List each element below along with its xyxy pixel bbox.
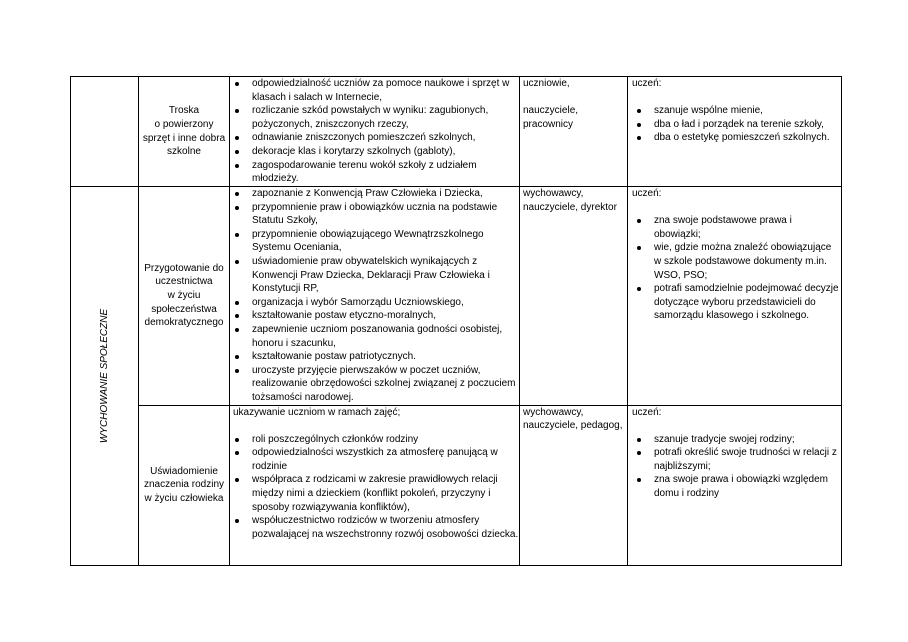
area-label: WYCHOWANIE SPOŁECZNE: [98, 308, 110, 443]
responsible-line: nauczyciele, dyrektor: [523, 201, 617, 213]
list-item: uroczyste przyjęcie pierwszaków w poczet uczniów, realizowanie obrzędowości szkolnej związanej z poczuciem tożsamości narodowej.: [230, 364, 519, 405]
responsible-line: nauczyciele,: [523, 105, 579, 117]
list-item: potrafi samodzielnie podejmować decyzje dotyczące wyboru przedstawicieli do samorządu klasowego i szkolnego.: [632, 282, 841, 323]
area-cell: [71, 77, 139, 187]
list-item: kształtowanie postaw etyczno-moralnych,: [230, 309, 519, 323]
goal-line: uczestnictwa: [155, 276, 213, 288]
responsible-line: wychowawcy,: [523, 406, 584, 418]
spacer: [632, 91, 841, 105]
tasks-list: [230, 77, 519, 186]
table-row: [71, 405, 842, 565]
goal-cell: [139, 77, 230, 187]
goal-line: szkolne: [167, 146, 201, 158]
goal-cell: [139, 187, 230, 406]
spacer: [632, 419, 841, 433]
list-item: przypomnienie praw i obowiązków ucznia na podstawie Statutu Szkoły,: [230, 201, 519, 228]
responsible-line: wychowawcy,: [523, 188, 584, 199]
goal-line: Troska: [168, 105, 200, 117]
effects-intro: uczeń:: [632, 406, 662, 418]
goal-line: w życiu człowieka: [144, 492, 224, 504]
list-item: szanuje wspólne mienie,: [632, 104, 841, 118]
table-row: [71, 77, 842, 187]
list-item: wie, gdzie można znaleźć obowiązujące w szkole podstawowe dokumenty m.in. WSO, PSO;: [632, 241, 841, 282]
effects-cell: [628, 77, 842, 187]
list-item: kształtowanie postaw patriotycznych.: [230, 350, 519, 364]
list-item: dba o ład i porządek na terenie szkoły,: [632, 118, 841, 132]
list-item: zapewnienie uczniom poszanowania godności osobistej, honoru i szacunku,: [230, 323, 519, 350]
list-item: odpowiedzialności wszystkich za atmosferę panującą w rodzinie: [230, 446, 519, 473]
responsible-cell: [520, 77, 628, 187]
goal-line: sprzęt i inne dobra: [142, 132, 226, 144]
tasks-intro: ukazywanie uczniom w ramach zajęć;: [233, 406, 401, 418]
list-item: odnawianie zniszczonych pomieszczeń szkolnych,: [230, 131, 519, 145]
effects-list: [632, 214, 841, 323]
effects-list: [632, 104, 841, 145]
tasks-list: [230, 187, 519, 405]
list-item: szanuje tradycje swojej rodziny;: [632, 433, 841, 447]
responsible-line: uczniowie,: [523, 78, 570, 89]
goal-line: Uświadomienie: [150, 465, 218, 477]
tasks-cell: [230, 77, 520, 187]
spacer: [230, 419, 519, 433]
responsible-line: pracownicy: [523, 118, 574, 130]
list-item: dekoracje klas i korytarzy szkolnych (gabloty),: [230, 145, 519, 159]
responsible-line: nauczyciele, pedagog,: [523, 420, 623, 432]
list-item: zagospodarowanie terenu wokół szkoły z udziałem młodzieży.: [230, 159, 519, 186]
effects-intro: uczeń:: [632, 78, 662, 89]
list-item: rozliczanie szkód powstałych w wyniku: zagubionych, pożyczonych, zniszczonych rzeczy,: [230, 104, 519, 131]
effects-cell: [628, 405, 842, 565]
list-item: przypomnienie obowiązującego Wewnątrzszkolnego Systemu Oceniania,: [230, 228, 519, 255]
tasks-cell: [230, 405, 520, 565]
tasks-cell: [230, 187, 520, 406]
goal-line: o powierzony: [154, 118, 214, 130]
goal-line: społeczeństwa: [151, 303, 217, 315]
list-item: roli poszczególnych członków rodziny: [230, 433, 519, 447]
goal-line: demokratycznego: [144, 317, 224, 329]
list-item: zna swoje prawa i obowiązki względem domu i rodziny: [632, 473, 841, 500]
spacer: [632, 201, 841, 215]
list-item: potrafi określić swoje trudności w relacji z najbliższymi;: [632, 446, 841, 473]
spacer: [523, 91, 627, 105]
goal-line: Przygotowanie do: [144, 262, 224, 274]
list-item: współuczestnictwo rodziców w tworzeniu atmosfery pozwalającej na wszechstronny rozwój osobowości dziecka.: [230, 514, 519, 541]
responsible-cell: [520, 405, 628, 565]
table-row: [71, 187, 842, 406]
education-plan-table: [70, 76, 842, 566]
list-item: zna swoje podstawowe prawa i obowiązki;: [632, 214, 841, 241]
list-item: organizacja i wybór Samorządu Uczniowskiego,: [230, 296, 519, 310]
goal-cell: [139, 405, 230, 565]
list-item: uświadomienie praw obywatelskich wynikających z Konwencji Praw Dziecka, Deklaracji Praw Człowieka i Konstytucji RP,: [230, 255, 519, 296]
goal-line: w życiu: [167, 289, 201, 301]
list-item: odpowiedzialność uczniów za pomoce naukowe i sprzęt w klasach i salach w Internecie,: [230, 77, 519, 104]
tasks-list: [230, 433, 519, 542]
list-item: współpraca z rodzicami w zakresie prawidłowych relacji między nimi a dzieckiem (konflikt pokoleń, przyczyny i sposoby rozwiązywania konfliktów),: [230, 473, 519, 514]
goal-line: znaczenia rodziny: [143, 479, 225, 491]
effects-cell: [628, 187, 842, 406]
effects-list: [632, 433, 841, 501]
area-cell: [71, 187, 139, 566]
list-item: zapoznanie z Konwencją Praw Człowieka i Dziecka,: [230, 187, 519, 201]
responsible-cell: [520, 187, 628, 406]
effects-intro: uczeń:: [632, 188, 662, 199]
list-item: dba o estetykę pomieszczeń szkolnych.: [632, 131, 841, 145]
